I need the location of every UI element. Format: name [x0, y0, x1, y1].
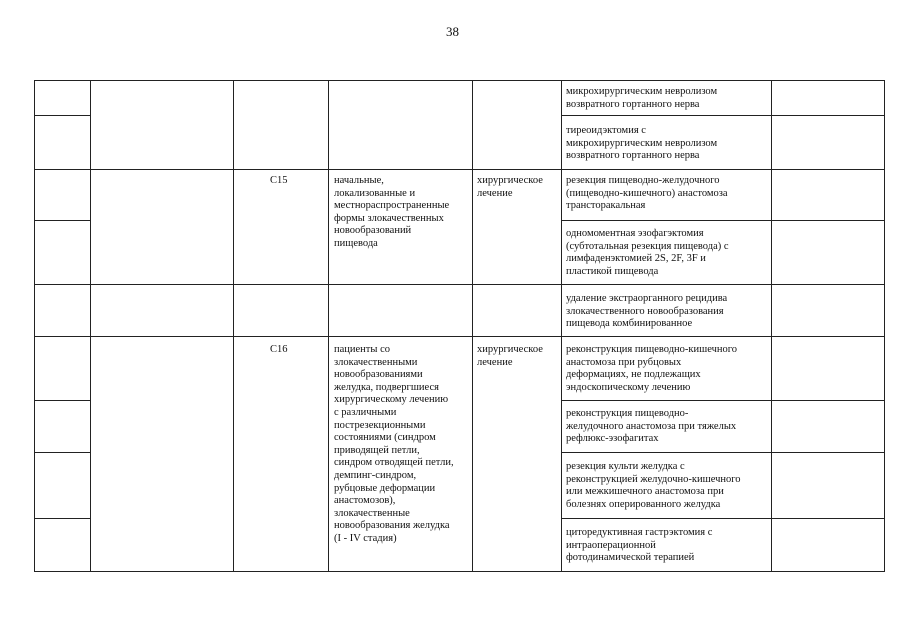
- method-cell: [566, 293, 727, 331]
- model-line: демпинг-синдром,: [334, 469, 417, 481]
- row-divider: [561, 220, 885, 221]
- treatment-type-cell: [477, 344, 543, 369]
- model-line: злокачественными: [334, 356, 418, 368]
- model-line: локализованные и: [334, 187, 416, 199]
- model-line: рубцовые деформации: [334, 482, 436, 494]
- method-line: микрохирургическим невролизом: [566, 137, 718, 149]
- row-divider: [561, 400, 885, 401]
- method-line: реконструкцией желудочно-кишечного: [566, 473, 741, 485]
- method-line: эндоскопическому лечению: [566, 381, 691, 393]
- method-line: анастомоза при рубцовых: [566, 356, 682, 368]
- model-line: желудка, подвергшиеся: [334, 381, 439, 393]
- method-line: деформациях, не подлежащих: [566, 369, 701, 381]
- method-cell: [566, 344, 737, 394]
- treatment-type-cell: [477, 175, 543, 200]
- model-line: новообразования желудка: [334, 520, 450, 532]
- column-divider: [90, 80, 91, 572]
- model-line: начальные,: [334, 175, 384, 186]
- method-cell: [566, 175, 728, 213]
- method-line: лимфаденэктомией 2S, 2F, 3F и: [566, 253, 706, 265]
- model-line: с различными: [334, 406, 397, 418]
- model-line: (I - IV стадия): [334, 532, 397, 544]
- method-cell: [566, 527, 712, 565]
- row-divider: [34, 518, 91, 519]
- method-line: болезнях оперированного желудка: [566, 498, 721, 510]
- method-line: удаление экстраорганного рецидива: [566, 293, 728, 304]
- model-line: новообразований: [334, 225, 412, 237]
- diagnosis-code: C16: [270, 344, 288, 355]
- patient-model-cell: [334, 344, 454, 546]
- model-line: пациенты со: [334, 344, 390, 355]
- method-cell: [566, 228, 729, 278]
- method-line: рефлюкс-эзофагитах: [566, 433, 659, 445]
- method-line: пластикой пищевода: [566, 265, 659, 277]
- method-cell: [566, 125, 717, 163]
- column-divider: [561, 80, 562, 572]
- method-line: одномоментная эзофагэктомия: [566, 228, 704, 239]
- method-line: желудочного анастомоза при тяжелых: [566, 420, 737, 432]
- method-line: трансторакальная: [566, 200, 646, 212]
- method-line: циторедуктивная гастрэктомия с: [566, 527, 713, 538]
- model-line: синдром отводящей петли,: [334, 457, 454, 469]
- method-line: (пищеводно-кишечного) анастомоза: [566, 187, 728, 199]
- method-line: или межкишечного анастомоза при: [566, 486, 724, 498]
- row-divider: [561, 518, 885, 519]
- model-line: злокачественные: [334, 507, 410, 519]
- method-line: (субтотальная резекция пищевода) с: [566, 240, 729, 252]
- model-line: формы злокачественных: [334, 212, 444, 224]
- model-line: новообразованиями: [334, 369, 423, 381]
- table-border-right: [884, 80, 885, 572]
- method-cell: [566, 408, 736, 446]
- row-divider: [34, 400, 91, 401]
- diagnosis-code: C15: [270, 175, 288, 186]
- model-line: пострезекционными: [334, 419, 426, 431]
- method-line: тиреоидэктомия с: [566, 125, 646, 136]
- row-divider: [34, 115, 91, 116]
- method-line: пищевода комбинированное: [566, 318, 693, 330]
- model-line: хирургическому лечению: [334, 394, 449, 406]
- table-border-bottom: [34, 571, 885, 572]
- method-line: возвратного гортанного нерва: [566, 98, 700, 110]
- column-divider: [233, 80, 234, 572]
- model-line: анастомозов),: [334, 495, 396, 507]
- column-divider: [328, 80, 329, 572]
- model-line: приводящей петли,: [334, 444, 420, 456]
- method-line: микрохирургическим невролизом: [566, 86, 718, 97]
- row-divider: [34, 336, 885, 337]
- method-cell: [566, 86, 717, 111]
- method-line: реконструкция пищеводно-кишечного: [566, 344, 738, 355]
- row-divider: [34, 452, 91, 453]
- method-line: интраоперационной: [566, 539, 656, 551]
- method-line: злокачественного новообразования: [566, 305, 724, 317]
- row-divider: [34, 220, 91, 221]
- model-line: пищевода: [334, 237, 378, 249]
- column-divider: [472, 80, 473, 572]
- row-divider: [561, 452, 885, 453]
- method-line: реконструкция пищеводно-: [566, 408, 689, 419]
- method-cell: [566, 461, 741, 511]
- treatment-line: лечение: [477, 187, 513, 199]
- patient-model-cell: [334, 175, 449, 251]
- table-border-top: [34, 80, 885, 81]
- row-divider: [561, 115, 885, 116]
- row-divider: [34, 284, 885, 285]
- treatment-line: хирургическое: [477, 344, 543, 355]
- method-line: резекция культи желудка с: [566, 461, 685, 472]
- column-divider: [771, 80, 772, 572]
- table-border-left: [34, 80, 35, 572]
- method-line: фотодинамической терапией: [566, 552, 695, 564]
- model-line: состояниями (синдром: [334, 432, 436, 444]
- treatment-line: лечение: [477, 356, 513, 368]
- treatment-line: хирургическое: [477, 175, 543, 186]
- page-number: 38: [446, 24, 459, 39]
- model-line: местнораспространенные: [334, 200, 450, 212]
- row-divider: [34, 169, 885, 170]
- method-line: резекция пищеводно-желудочного: [566, 175, 720, 186]
- method-line: возвратного гортанного нерва: [566, 150, 700, 162]
